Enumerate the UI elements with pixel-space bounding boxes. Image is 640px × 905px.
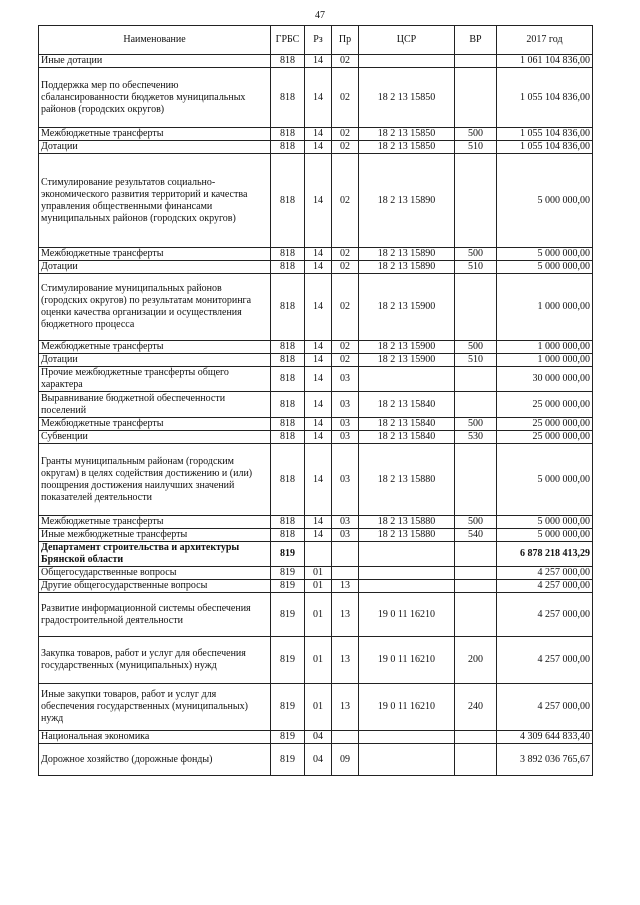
row-grbs: 818	[271, 274, 305, 341]
row-amount: 5 000 000,00	[497, 529, 593, 542]
header-amount: 2017 год	[497, 26, 593, 55]
row-csr	[359, 367, 455, 392]
row-pr: 02	[332, 341, 359, 354]
row-csr	[359, 55, 455, 68]
table-row	[39, 444, 593, 516]
row-grbs: 819	[271, 731, 305, 744]
row-csr: 18 2 13 15880	[359, 516, 455, 529]
row-rz: 14	[305, 274, 332, 341]
row-rz: 14	[305, 341, 332, 354]
row-amount: 5 000 000,00	[497, 248, 593, 261]
row-pr: 13	[332, 637, 359, 684]
row-rz: 04	[305, 731, 332, 744]
row-vr	[455, 274, 497, 341]
header-pr: Пр	[332, 26, 359, 55]
row-pr: 03	[332, 529, 359, 542]
row-rz: 14	[305, 392, 332, 418]
budget-table	[38, 25, 593, 776]
row-vr: 500	[455, 341, 497, 354]
row-amount: 1 055 104 836,00	[497, 141, 593, 154]
row-vr: 240	[455, 684, 497, 731]
table-row	[39, 128, 593, 141]
table-row	[39, 141, 593, 154]
row-name: Межбюджетные трансферты	[39, 128, 271, 141]
row-csr: 19 0 11 16210	[359, 593, 455, 637]
row-pr: 13	[332, 593, 359, 637]
row-grbs: 818	[271, 141, 305, 154]
row-pr: 02	[332, 68, 359, 128]
table-row	[39, 593, 593, 637]
row-rz: 14	[305, 128, 332, 141]
row-rz: 01	[305, 593, 332, 637]
row-name: Гранты муниципальным районам (городским округам) в целях содействия достижению и (или) поощрения достижения наилучших значений показателей деятельности	[39, 444, 271, 516]
row-pr: 02	[332, 55, 359, 68]
row-amount: 4 257 000,00	[497, 593, 593, 637]
row-pr	[332, 542, 359, 567]
page-number: 47	[315, 10, 325, 21]
row-pr: 02	[332, 261, 359, 274]
row-vr: 500	[455, 248, 497, 261]
row-amount: 3 892 036 765,67	[497, 744, 593, 776]
row-pr	[332, 567, 359, 580]
row-amount: 5 000 000,00	[497, 154, 593, 248]
table-row	[39, 542, 593, 567]
row-pr: 03	[332, 418, 359, 431]
row-csr: 18 2 13 15840	[359, 392, 455, 418]
row-name: Поддержка мер по обеспечению сбалансированности бюджетов муниципальных районов (городских округов)	[39, 68, 271, 128]
row-grbs: 818	[271, 516, 305, 529]
row-grbs: 818	[271, 261, 305, 274]
row-rz: 01	[305, 684, 332, 731]
row-rz: 01	[305, 567, 332, 580]
row-vr: 510	[455, 354, 497, 367]
row-rz: 14	[305, 248, 332, 261]
row-vr	[455, 731, 497, 744]
table-row	[39, 567, 593, 580]
row-name: Развитие информационной системы обеспечения градостроительной деятельности	[39, 593, 271, 637]
row-grbs: 818	[271, 392, 305, 418]
row-name: Иные дотации	[39, 55, 271, 68]
row-csr: 18 2 13 15900	[359, 341, 455, 354]
row-name: Общегосударственные вопросы	[39, 567, 271, 580]
row-amount: 25 000 000,00	[497, 431, 593, 444]
row-vr	[455, 392, 497, 418]
row-name: Иные межбюджетные трансферты	[39, 529, 271, 542]
header-rz: Рз	[305, 26, 332, 55]
row-pr: 02	[332, 128, 359, 141]
row-grbs: 818	[271, 354, 305, 367]
table-row	[39, 731, 593, 744]
row-grbs: 818	[271, 248, 305, 261]
row-grbs: 819	[271, 744, 305, 776]
row-rz: 14	[305, 418, 332, 431]
row-name: Стимулирование результатов социально-экономического развития территорий и качества управления общественными финансами муниципальных районов (городских округов)	[39, 154, 271, 248]
table-row	[39, 516, 593, 529]
row-csr	[359, 567, 455, 580]
row-grbs: 819	[271, 637, 305, 684]
row-vr: 500	[455, 418, 497, 431]
row-amount: 4 257 000,00	[497, 684, 593, 731]
row-pr: 03	[332, 516, 359, 529]
row-vr: 200	[455, 637, 497, 684]
row-pr: 03	[332, 444, 359, 516]
row-csr: 18 2 13 15900	[359, 354, 455, 367]
row-pr: 02	[332, 141, 359, 154]
row-grbs: 818	[271, 128, 305, 141]
table-row	[39, 55, 593, 68]
row-grbs: 818	[271, 418, 305, 431]
row-grbs: 819	[271, 580, 305, 593]
header-name: Наименование	[39, 26, 271, 55]
row-pr: 03	[332, 431, 359, 444]
row-grbs: 819	[271, 593, 305, 637]
row-rz: 14	[305, 154, 332, 248]
row-name: Стимулирование муниципальных районов (городских округов) по результатам мониторинга оценки качества организации и осуществления бюджетного процесса	[39, 274, 271, 341]
row-amount: 1 055 104 836,00	[497, 68, 593, 128]
table-row	[39, 684, 593, 731]
table-row	[39, 367, 593, 392]
row-csr: 18 2 13 15890	[359, 248, 455, 261]
row-vr	[455, 154, 497, 248]
row-rz: 14	[305, 431, 332, 444]
row-amount: 25 000 000,00	[497, 418, 593, 431]
row-rz	[305, 542, 332, 567]
row-amount: 4 309 644 833,40	[497, 731, 593, 744]
row-rz: 14	[305, 529, 332, 542]
row-vr	[455, 744, 497, 776]
row-rz: 14	[305, 261, 332, 274]
row-name: Иные закупки товаров, работ и услуг для обеспечения государственных (муниципальных) нужд	[39, 684, 271, 731]
row-pr: 03	[332, 367, 359, 392]
row-amount: 1 061 104 836,00	[497, 55, 593, 68]
row-csr: 18 2 13 15900	[359, 274, 455, 341]
row-vr	[455, 567, 497, 580]
table-row	[39, 248, 593, 261]
row-grbs: 819	[271, 542, 305, 567]
row-vr	[455, 593, 497, 637]
table-row	[39, 580, 593, 593]
row-grbs: 818	[271, 68, 305, 128]
row-grbs: 819	[271, 567, 305, 580]
row-name: Межбюджетные трансферты	[39, 341, 271, 354]
row-name: Межбюджетные трансферты	[39, 516, 271, 529]
row-name: Межбюджетные трансферты	[39, 248, 271, 261]
row-amount: 1 055 104 836,00	[497, 128, 593, 141]
row-csr: 18 2 13 15850	[359, 128, 455, 141]
row-amount: 30 000 000,00	[497, 367, 593, 392]
row-csr	[359, 580, 455, 593]
row-amount: 6 878 218 413,29	[497, 542, 593, 567]
row-vr: 510	[455, 261, 497, 274]
row-csr: 19 0 11 16210	[359, 684, 455, 731]
table-row	[39, 261, 593, 274]
row-vr: 530	[455, 431, 497, 444]
row-grbs: 818	[271, 431, 305, 444]
row-rz: 01	[305, 580, 332, 593]
row-name: Дотации	[39, 261, 271, 274]
row-name: Выравнивание бюджетной обеспеченности поселений	[39, 392, 271, 418]
row-pr: 02	[332, 154, 359, 248]
row-name: Закупка товаров, работ и услуг для обеспечения государственных (муниципальных) нужд	[39, 637, 271, 684]
table-row	[39, 392, 593, 418]
table-row	[39, 354, 593, 367]
row-rz: 14	[305, 141, 332, 154]
table-row	[39, 529, 593, 542]
table-row	[39, 274, 593, 341]
row-vr	[455, 580, 497, 593]
table-row	[39, 431, 593, 444]
row-vr	[455, 444, 497, 516]
row-csr: 18 2 13 15850	[359, 68, 455, 128]
row-vr: 500	[455, 128, 497, 141]
table-row	[39, 154, 593, 248]
row-rz: 14	[305, 444, 332, 516]
row-pr	[332, 731, 359, 744]
table-row	[39, 68, 593, 128]
row-rz: 14	[305, 367, 332, 392]
row-grbs: 818	[271, 444, 305, 516]
row-amount: 1 000 000,00	[497, 354, 593, 367]
row-vr: 500	[455, 516, 497, 529]
row-vr	[455, 367, 497, 392]
row-csr	[359, 542, 455, 567]
row-name: Дорожное хозяйство (дорожные фонды)	[39, 744, 271, 776]
row-grbs: 818	[271, 341, 305, 354]
row-pr: 13	[332, 684, 359, 731]
row-grbs: 819	[271, 684, 305, 731]
row-name: Прочие межбюджетные трансферты общего характера	[39, 367, 271, 392]
row-amount: 4 257 000,00	[497, 567, 593, 580]
table-row	[39, 744, 593, 776]
row-vr: 540	[455, 529, 497, 542]
row-amount: 5 000 000,00	[497, 516, 593, 529]
row-pr: 02	[332, 354, 359, 367]
row-csr: 18 2 13 15850	[359, 141, 455, 154]
header-vr: ВР	[455, 26, 497, 55]
row-amount: 1 000 000,00	[497, 274, 593, 341]
row-pr: 09	[332, 744, 359, 776]
row-vr	[455, 542, 497, 567]
row-csr	[359, 731, 455, 744]
row-vr	[455, 68, 497, 128]
row-grbs: 818	[271, 529, 305, 542]
row-rz: 04	[305, 744, 332, 776]
row-pr: 02	[332, 274, 359, 341]
row-rz: 14	[305, 55, 332, 68]
row-name: Департамент строительства и архитектуры Брянской области	[39, 542, 271, 567]
row-vr: 510	[455, 141, 497, 154]
row-amount: 4 257 000,00	[497, 580, 593, 593]
row-vr	[455, 55, 497, 68]
row-amount: 5 000 000,00	[497, 444, 593, 516]
row-csr	[359, 744, 455, 776]
row-rz: 14	[305, 354, 332, 367]
row-csr: 18 2 13 15890	[359, 154, 455, 248]
row-amount: 25 000 000,00	[497, 392, 593, 418]
row-grbs: 818	[271, 55, 305, 68]
row-pr: 02	[332, 248, 359, 261]
header-csr: ЦСР	[359, 26, 455, 55]
row-name: Другие общегосударственные вопросы	[39, 580, 271, 593]
row-amount: 5 000 000,00	[497, 261, 593, 274]
row-pr: 13	[332, 580, 359, 593]
row-amount: 1 000 000,00	[497, 341, 593, 354]
row-csr: 18 2 13 15840	[359, 418, 455, 431]
row-name: Дотации	[39, 354, 271, 367]
table-row	[39, 341, 593, 354]
row-csr: 19 0 11 16210	[359, 637, 455, 684]
row-name: Национальная экономика	[39, 731, 271, 744]
row-csr: 18 2 13 15880	[359, 529, 455, 542]
row-amount: 4 257 000,00	[497, 637, 593, 684]
row-pr: 03	[332, 392, 359, 418]
row-name: Дотации	[39, 141, 271, 154]
row-csr: 18 2 13 15880	[359, 444, 455, 516]
row-grbs: 818	[271, 154, 305, 248]
row-rz: 01	[305, 637, 332, 684]
table-row	[39, 418, 593, 431]
row-rz: 14	[305, 68, 332, 128]
row-csr: 18 2 13 15840	[359, 431, 455, 444]
header-row	[39, 26, 593, 55]
header-grbs: ГРБС	[271, 26, 305, 55]
row-name: Субвенции	[39, 431, 271, 444]
row-grbs: 818	[271, 367, 305, 392]
table-row	[39, 637, 593, 684]
row-rz: 14	[305, 516, 332, 529]
row-csr: 18 2 13 15890	[359, 261, 455, 274]
row-name: Межбюджетные трансферты	[39, 418, 271, 431]
